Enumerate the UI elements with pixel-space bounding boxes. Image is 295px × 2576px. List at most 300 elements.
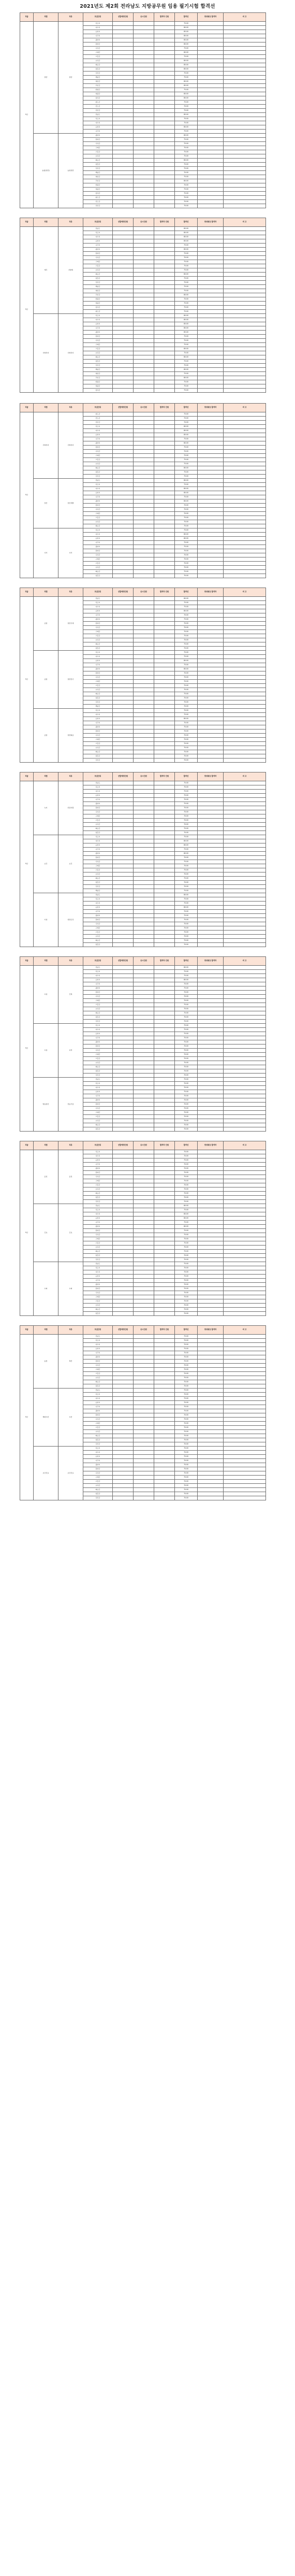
planned-count-cell [113,1007,134,1011]
region-cell: 화순군 [83,1488,113,1492]
applicant-count-cell [134,935,154,939]
applicant-count-cell [134,601,154,605]
gender-equality-cell [198,1246,224,1250]
planned-count-cell [113,848,134,852]
table-row [20,709,266,713]
planned-count-cell [113,1409,134,1413]
planned-count-cell [113,574,134,578]
applicant-count-cell [134,1007,154,1011]
column-header: 합격자 인원 [154,404,175,412]
cutoff-cell: 75.00 [175,268,198,273]
cutoff-cell: 75.00 [175,1040,198,1044]
applicant-count-cell [134,491,154,495]
planned-count-cell [113,1044,134,1049]
gender-equality-cell [198,30,224,34]
cutoff-cell: 75.00 [175,437,198,441]
cutoff-cell: 80.00 [175,597,198,601]
column-header: 합격선 [175,1141,198,1150]
cutoff-cell: 70.00 [175,613,198,618]
passer-count-cell [154,1115,175,1119]
applicant-count-cell [134,314,154,318]
region-cell: 광양시 [83,134,113,138]
planned-count-cell [113,458,134,462]
remark-cell [224,1065,266,1069]
planned-count-cell [113,355,134,360]
remark-cell [224,343,266,347]
column-header: 양성평등 합격자 [198,1141,224,1150]
column-header: 비 고 [224,13,266,22]
region-cell: 광양시 [83,1463,113,1467]
applicant-count-cell [134,671,154,676]
gender-equality-cell [198,183,224,188]
applicant-count-cell [134,1167,154,1171]
remark-cell [224,1044,266,1049]
gender-equality-cell [198,441,224,446]
applicant-count-cell [134,441,154,446]
remark-cell [224,647,266,651]
applicant-count-cell [134,1094,154,1098]
column-header: 합격선 [175,404,198,412]
gender-equality-cell [198,188,224,192]
cutoff-cell: 70.00 [175,557,198,562]
applicant-count-cell [134,746,154,750]
remark-cell [224,1312,266,1316]
planned-count-cell [113,970,134,974]
planned-count-cell [113,256,134,260]
cutoff-cell: 70.00 [175,566,198,570]
passer-count-cell [154,528,175,533]
cutoff-table [20,403,266,578]
passer-count-cell [154,671,175,676]
gender-equality-cell [198,889,224,893]
region-cell: 여수시 [83,1343,113,1347]
gender-equality-cell [198,914,224,918]
passer-count-cell [154,96,175,101]
gender-equality-cell [198,462,224,466]
cutoff-cell: 85.00 [175,331,198,335]
applicant-count-cell [134,676,154,680]
passer-count-cell [154,1007,175,1011]
region-cell: 목포시 [83,1208,113,1212]
job-class-cell: 일반전기 [58,651,83,709]
remark-cell [224,1413,266,1418]
cutoff-table [20,956,266,1132]
remark-cell [224,1192,266,1196]
remark-cell [224,22,266,26]
passer-count-cell [154,368,175,372]
applicant-count-cell [134,63,154,67]
planned-count-cell [113,1208,134,1212]
cutoff-cell: 75.00 [175,897,198,901]
applicant-count-cell [134,642,154,647]
region-cell: 여수시 [83,235,113,239]
remark-cell [224,541,266,545]
gender-equality-cell [198,310,224,314]
table-row [20,1447,266,1451]
gender-equality-cell [198,1343,224,1347]
cutoff-cell: 70.00 [175,117,198,121]
passer-count-cell [154,856,175,860]
region-cell: 장흥군 [83,1492,113,1496]
column-header: 직렬 [34,13,58,22]
planned-count-cell [113,273,134,277]
planned-count-cell [113,738,134,742]
remark-cell [224,626,266,630]
applicant-count-cell [134,76,154,80]
applicant-count-cell [134,450,154,454]
remark-cell [224,192,266,196]
planned-count-cell [113,1343,134,1347]
applicant-count-cell [134,1275,154,1279]
column-header: 직렬 [34,772,58,781]
planned-count-cell [113,34,134,38]
planned-count-cell [113,1179,134,1183]
region-cell: 목포시 [83,1266,113,1270]
remark-cell [224,734,266,738]
remark-cell [224,524,266,528]
passer-count-cell [154,1204,175,1208]
passer-count-cell [154,1061,175,1065]
remark-cell [224,84,266,88]
remark-cell [224,1476,266,1480]
planned-count-cell [113,651,134,655]
region-cell: 광양시 [83,986,113,991]
cutoff-cell: 80.00 [175,487,198,491]
job-class-cell: 일반화공 [58,709,83,763]
passer-count-cell [154,417,175,421]
region-cell: 화순군 [83,827,113,831]
job-series-cell: 보건 [34,835,58,893]
passer-count-cell [154,618,175,622]
passer-count-cell [154,446,175,450]
passer-count-cell [154,794,175,798]
cutoff-cell: 70.00 [175,785,198,790]
job-series-cell: 세무 [34,227,58,314]
applicant-count-cell [134,553,154,557]
passer-count-cell [154,910,175,914]
gender-equality-cell [198,389,224,393]
remark-cell [224,1175,266,1179]
passer-count-cell [154,47,175,51]
applicant-count-cell [134,96,154,101]
gender-equality-cell [198,171,224,175]
region-cell: 여수시 [83,839,113,843]
passer-count-cell [154,982,175,986]
job-series-cell: 녹지 [34,781,58,835]
passer-count-cell [154,1467,175,1471]
passer-count-cell [154,802,175,806]
cutoff-cell: 75.00 [175,154,198,159]
region-cell: 강진군 [83,1074,113,1078]
passer-count-cell [154,1082,175,1086]
planned-count-cell [113,59,134,63]
cutoff-cell: 70.00 [175,943,198,947]
remark-cell [224,746,266,750]
remark-cell [224,454,266,458]
cutoff-cell: 70.00 [175,1492,198,1496]
gender-equality-cell [198,289,224,293]
gender-equality-cell [198,734,224,738]
gender-equality-cell [198,293,224,297]
planned-count-cell [113,1413,134,1418]
passer-count-cell [154,943,175,947]
gender-equality-cell [198,384,224,389]
gender-equality-cell [198,239,224,244]
gender-equality-cell [198,1291,224,1295]
passer-count-cell [154,1015,175,1020]
planned-count-cell [113,1011,134,1015]
cutoff-cell: 70.00 [175,105,198,109]
passer-count-cell [154,1024,175,1028]
planned-count-cell [113,421,134,425]
gender-equality-cell [198,495,224,499]
cutoff-cell: 80.00 [175,893,198,897]
planned-count-cell [113,1488,134,1492]
passer-count-cell [154,974,175,978]
cutoff-cell: 85.00 [175,30,198,34]
remark-cell [224,618,266,622]
cutoff-cell: 70.00 [175,630,198,634]
region-cell: 여수시 [83,974,113,978]
region-cell: 구례군 [83,260,113,264]
passer-count-cell [154,725,175,729]
region-cell: 곡성군 [83,142,113,146]
column-header: 비 고 [224,404,266,412]
region-cell: 구례군 [83,1111,113,1115]
column-header: 선발예정인원 [113,1326,134,1335]
region-cell: 여수시 [83,655,113,659]
gender-equality-cell [198,302,224,306]
applicant-count-cell [134,495,154,499]
passer-count-cell [154,1463,175,1467]
region-cell: 보성군 [83,823,113,827]
cutoff-cell: 70.00 [175,922,198,926]
column-header: 합격자 인원 [154,1326,175,1335]
region-cell: 완도군 [83,412,113,417]
remark-cell [224,537,266,541]
remark-cell [224,429,266,433]
planned-count-cell [113,1115,134,1119]
region-cell: 여수시 [83,1270,113,1275]
applicant-count-cell [134,84,154,88]
cutoff-cell: 70.00 [175,798,198,802]
gender-equality-cell [198,1237,224,1241]
passer-count-cell [154,634,175,638]
cutoff-cell: 85.00 [175,38,198,42]
remark-cell [224,412,266,417]
planned-count-cell [113,1434,134,1438]
column-header: 합격자 인원 [154,957,175,966]
planned-count-cell [113,1359,134,1364]
applicant-count-cell [134,1020,154,1024]
passer-count-cell [154,1476,175,1480]
planned-count-cell [113,864,134,868]
remark-cell [224,1484,266,1488]
region-cell: 곡성군 [83,508,113,512]
gender-equality-cell [198,1339,224,1343]
passer-count-cell [154,1078,175,1082]
applicant-count-cell [134,798,154,802]
planned-count-cell [113,684,134,688]
passer-count-cell [154,868,175,872]
passer-count-cell [154,84,175,88]
region-cell: 담양군 [83,1229,113,1233]
region-cell: 장흥군 [83,163,113,167]
planned-count-cell [113,516,134,520]
planned-count-cell [113,1355,134,1359]
region-cell: 여수시 [83,1028,113,1032]
planned-count-cell [113,1107,134,1111]
remark-cell [224,1123,266,1127]
cutoff-cell: 75.00 [175,868,198,872]
planned-count-cell [113,790,134,794]
region-cell: 목포시 [83,1339,113,1343]
passer-count-cell [154,235,175,239]
region-cell: 나주시 [83,130,113,134]
cutoff-cell: 75.00 [175,827,198,831]
region-cell: 해남군 [83,171,113,175]
cutoff-cell: 70.00 [175,1422,198,1426]
grade-cell: 9급 [20,1150,34,1316]
remark-cell [224,80,266,84]
column-header: 직급 [20,13,34,22]
remark-cell [224,935,266,939]
cutoff-cell: 70.00 [175,1451,198,1455]
passer-count-cell [154,88,175,92]
planned-count-cell [113,922,134,926]
cutoff-cell: 75.00 [175,802,198,806]
region-cell: 담양군 [83,138,113,142]
gender-equality-cell [198,146,224,150]
planned-count-cell [113,1192,134,1196]
planned-count-cell [113,688,134,692]
passer-count-cell [154,835,175,839]
passer-count-cell [154,142,175,146]
cutoff-cell: 70.00 [175,1098,198,1103]
passer-count-cell [154,466,175,470]
applicant-count-cell [134,504,154,508]
region-cell: 목포시 [83,835,113,839]
applicant-count-cell [134,939,154,943]
planned-count-cell [113,1463,134,1467]
gender-equality-cell [198,421,224,425]
passer-count-cell [154,293,175,297]
applicant-count-cell [134,1401,154,1405]
remark-cell [224,651,266,655]
cutoff-cell: 75.00 [175,458,198,462]
remark-cell [224,364,266,368]
remark-cell [224,188,266,192]
planned-count-cell [113,96,134,101]
planned-count-cell [113,121,134,125]
gender-equality-cell [198,601,224,605]
applicant-count-cell [134,1380,154,1384]
planned-count-cell [113,995,134,999]
region-cell: 전남도 [83,1335,113,1339]
gender-equality-cell [198,1175,224,1179]
table-row [20,227,266,231]
job-series-cell: 사회복지 [34,314,58,393]
cutoff-cell: 80.00 [175,125,198,130]
planned-count-cell [113,618,134,622]
gender-equality-cell [198,42,224,47]
cutoff-cell: 70.00 [175,1343,198,1347]
remark-cell [224,1471,266,1476]
applicant-count-cell [134,117,154,121]
applicant-count-cell [134,856,154,860]
planned-count-cell [113,781,134,785]
passer-count-cell [154,848,175,852]
gender-equality-cell [198,1119,224,1123]
remark-cell [224,1438,266,1442]
region-cell: 광양시 [83,914,113,918]
applicant-count-cell [134,1179,154,1183]
region-cell: 광양시 [83,1355,113,1359]
passer-count-cell [154,885,175,889]
applicant-count-cell [134,1225,154,1229]
remark-cell [224,1308,266,1312]
region-cell: 함평군 [83,380,113,384]
remark-cell [224,729,266,734]
applicant-count-cell [134,499,154,504]
job-class-cell: 간호 [58,1204,83,1262]
passer-count-cell [154,995,175,999]
column-header: 선발예정인원 [113,1141,134,1150]
cutoff-cell: 80.00 [175,429,198,433]
gender-equality-cell [198,897,224,901]
grade-cell: 9급 [20,22,34,208]
passer-count-cell [154,277,175,281]
applicant-count-cell [134,1368,154,1372]
planned-count-cell [113,802,134,806]
remark-cell [224,34,266,38]
remark-cell [224,877,266,881]
planned-count-cell [113,437,134,441]
job-class-cell: 일반기계 [58,597,83,651]
remark-cell [224,306,266,310]
gender-equality-cell [198,613,224,618]
planned-count-cell [113,235,134,239]
planned-count-cell [113,1212,134,1217]
planned-count-cell [113,570,134,574]
passer-count-cell [154,1225,175,1229]
region-cell: 보성군 [83,59,113,63]
column-header: 합격선 [175,1326,198,1335]
applicant-count-cell [134,897,154,901]
region-cell: 강진군 [83,700,113,705]
gender-equality-cell [198,729,224,734]
gender-equality-cell [198,130,224,134]
applicant-count-cell [134,541,154,545]
cutoff-cell: 80.00 [175,273,198,277]
region-cell: 구례군 [83,738,113,742]
remark-cell [224,1492,266,1496]
region-cell: 담양군 [83,1467,113,1471]
passer-count-cell [154,264,175,268]
passer-count-cell [154,450,175,454]
gender-equality-cell [198,113,224,117]
planned-count-cell [113,360,134,364]
gender-equality-cell [198,1150,224,1154]
remark-cell [224,601,266,605]
remark-cell [224,138,266,142]
passer-count-cell [154,1098,175,1103]
planned-count-cell [113,1279,134,1283]
cutoff-cell: 70.00 [175,1413,198,1418]
region-cell: 광양시 [83,1040,113,1044]
remark-cell [224,1040,266,1044]
region-cell: 고흥군 [83,1115,113,1119]
